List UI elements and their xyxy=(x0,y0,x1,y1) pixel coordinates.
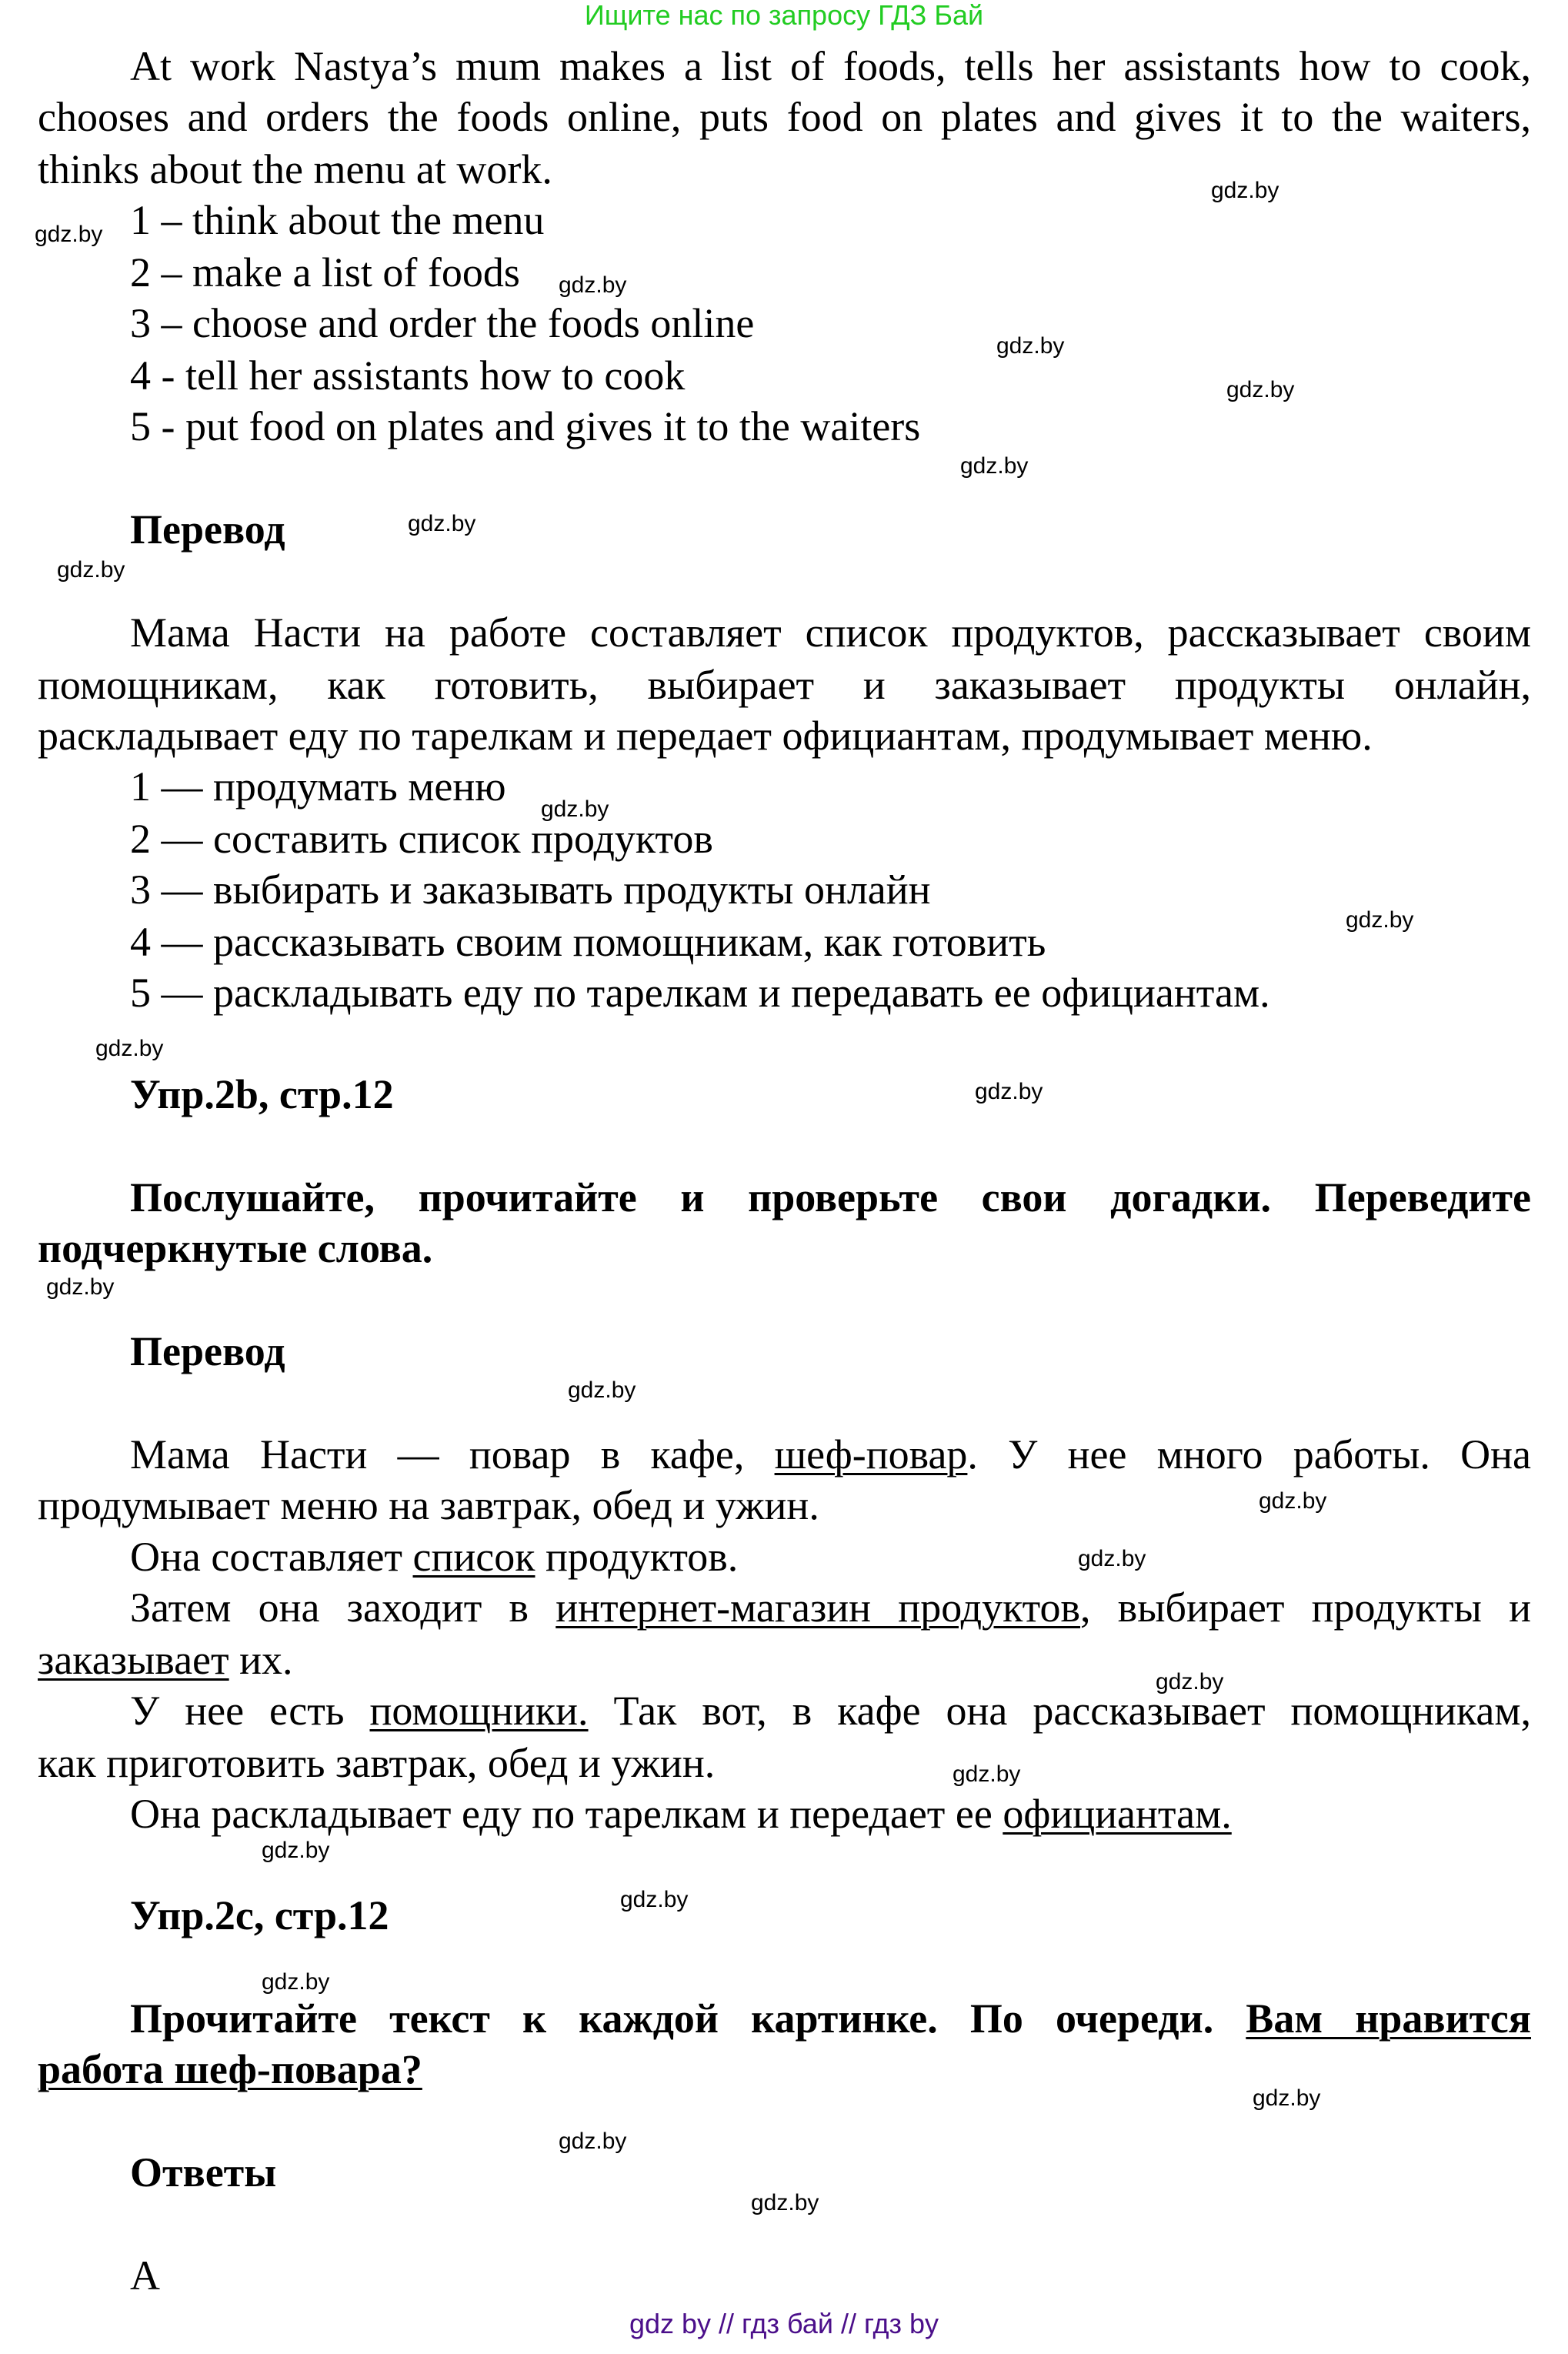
watermark-text: gdz.by xyxy=(568,1377,636,1403)
section-heading xyxy=(130,1326,285,1377)
watermark-text: gdz.by xyxy=(751,2190,819,2215)
text-segment: их. xyxy=(229,1637,293,1683)
task-line xyxy=(130,1993,1531,2045)
footer-links[interactable]: gdz by // гдз бай // гдз by xyxy=(629,2308,939,2339)
list-item xyxy=(130,298,754,349)
task-line xyxy=(38,1223,432,1274)
list-item xyxy=(130,864,931,916)
text-segment: Мама Насти на работе составляет список продуктов, рассказывает своим xyxy=(130,609,1531,656)
text-segment: At work Nastya’s mum makes a list of foods, tells her assistants how to cook, xyxy=(130,43,1531,89)
underlined-word: список xyxy=(412,1534,535,1580)
watermark-text: gdz.by xyxy=(57,557,125,583)
paragraph-line xyxy=(130,1788,1232,1840)
paragraph-line xyxy=(38,659,1531,711)
text-segment: Ответы xyxy=(130,2149,277,2195)
answer-label xyxy=(130,2250,160,2302)
paragraph-line xyxy=(130,1582,1531,1634)
list-item xyxy=(130,917,1046,968)
text-segment: как приготовить завтрак, обед и ужин. xyxy=(38,1740,716,1786)
paragraph-line xyxy=(38,144,552,195)
text-segment: 1 – think about the menu xyxy=(130,197,545,243)
watermark-text: gdz.by xyxy=(46,1274,115,1300)
text-segment: Перевод xyxy=(130,506,285,553)
watermark-text: gdz.by xyxy=(262,1838,330,1863)
underlined-word: интернет-магазин продуктов xyxy=(555,1584,1081,1631)
text-segment: продумывает меню на завтрак, обед и ужин. xyxy=(38,1482,819,1528)
exercise-heading xyxy=(130,1890,389,1942)
text-segment: 2 – make a list of foods xyxy=(130,249,520,296)
underlined-word: заказывает xyxy=(38,1637,229,1683)
exercise-heading xyxy=(130,1069,394,1120)
search-hint-banner: Ищите нас по запросу ГДЗ Бай xyxy=(584,0,984,31)
watermark-text: gdz.by xyxy=(559,272,627,298)
text-segment: 4 - tell her assistants how to cook xyxy=(130,352,686,399)
list-item xyxy=(130,761,506,813)
text-segment: 3 – choose and order the foods online xyxy=(130,300,755,346)
text-segment: Упр.2c, стр.12 xyxy=(130,1892,389,1938)
text-segment: помощникам, как готовить, выбирает и заказывает продукты онлайн, xyxy=(38,662,1531,708)
paragraph-line xyxy=(38,1480,819,1531)
watermark-text: gdz.by xyxy=(559,2129,627,2154)
text-segment: 5 - put food on plates and gives it to the waiters xyxy=(130,403,921,449)
text-segment: Затем она заходит в xyxy=(130,1584,556,1631)
text-segment: подчеркнутые слова. xyxy=(38,1225,433,1271)
text-segment: раскладывает еду по тарелкам и передает официантам, продумывает меню. xyxy=(38,713,1373,759)
text-segment: Перевод xyxy=(130,1328,285,1374)
underlined-word: помощники. xyxy=(369,1688,589,1734)
text-segment: Она раскладывает еду по тарелкам и передает ее xyxy=(130,1791,1003,1837)
text-segment: 2 — составить список продуктов xyxy=(130,816,713,862)
watermark-text: gdz.by xyxy=(1078,1546,1146,1571)
text-segment: 1 — продумать меню xyxy=(130,763,506,810)
list-item xyxy=(130,813,713,865)
paragraph-line xyxy=(130,1685,1531,1737)
list-item xyxy=(130,195,544,246)
list-item xyxy=(130,247,520,299)
task-line xyxy=(130,1172,1531,1224)
watermark-text: gdz.by xyxy=(408,511,476,536)
text-segment: 3 — выбирать и заказывать продукты онлайн xyxy=(130,866,931,913)
text-segment: 5 — раскладывать еду по тарелкам и передавать ее официантам. xyxy=(130,970,1270,1016)
underlined-word: Вам нравится xyxy=(1246,1995,1531,2042)
text-segment: Упр.2b, стр.12 xyxy=(130,1071,394,1117)
paragraph-line xyxy=(130,41,1531,92)
watermark-text: gdz.by xyxy=(1259,1488,1327,1514)
underlined-word: официантам. xyxy=(1003,1791,1232,1837)
watermark-text: gdz.by xyxy=(262,1969,330,1995)
watermark-text: gdz.by xyxy=(975,1079,1043,1104)
text-segment: thinks about the menu at work. xyxy=(38,146,552,192)
text-segment: 4 — рассказывать своим помощникам, как готовить xyxy=(130,919,1046,965)
paragraph-line xyxy=(38,1738,715,1789)
watermark-text: gdz.by xyxy=(541,796,609,822)
paragraph-line xyxy=(38,710,1373,762)
text-segment: продуктов. xyxy=(535,1534,739,1580)
paragraph-line xyxy=(130,1531,738,1583)
underlined-word: работа шеф-повара? xyxy=(38,2046,422,2092)
list-item xyxy=(130,350,685,402)
underlined-word: шеф-повар xyxy=(774,1431,968,1478)
paragraph-line xyxy=(38,92,1531,143)
text-segment: Мама Насти — повар в кафе, xyxy=(130,1431,775,1478)
text-segment: Послушайте, прочитайте и проверьте свои догадки. Переведите xyxy=(130,1174,1531,1220)
paragraph-line xyxy=(130,607,1531,659)
paragraph-line xyxy=(38,1634,293,1686)
text-segment: A xyxy=(130,2252,160,2299)
watermark-text: gdz.by xyxy=(996,333,1065,359)
watermark-text: gdz.by xyxy=(35,222,103,247)
text-segment: Прочитайте текст к каждой картинке. По очереди. xyxy=(130,1995,1246,2042)
watermark-text: gdz.by xyxy=(1156,1669,1224,1695)
watermark-text: gdz.by xyxy=(95,1036,164,1061)
watermark-text: gdz.by xyxy=(952,1761,1021,1787)
text-segment: Так вот, в кафе она рассказывает помощникам, xyxy=(588,1688,1532,1734)
watermark-text: gdz.by xyxy=(1346,907,1414,933)
text-segment: . У нее много работы. Она xyxy=(967,1431,1531,1478)
watermark-text: gdz.by xyxy=(1226,377,1295,402)
watermark-text: gdz.by xyxy=(1253,2085,1321,2111)
watermark-text: gdz.by xyxy=(620,1887,689,1912)
paragraph-line xyxy=(130,1429,1531,1481)
watermark-text: gdz.by xyxy=(960,453,1029,479)
text-segment: chooses and orders the foods online, puts food on plates and gives it to the waiters, xyxy=(38,94,1531,140)
watermark-text: gdz.by xyxy=(1211,178,1279,203)
text-segment: , выбирает продукты и xyxy=(1080,1584,1531,1631)
task-line xyxy=(38,2044,422,2095)
list-item xyxy=(130,967,1270,1019)
section-heading xyxy=(130,504,285,556)
text-segment: У нее есть xyxy=(130,1688,370,1734)
text-segment: Она составляет xyxy=(130,1534,413,1580)
list-item xyxy=(130,401,920,452)
section-heading xyxy=(130,2147,276,2199)
